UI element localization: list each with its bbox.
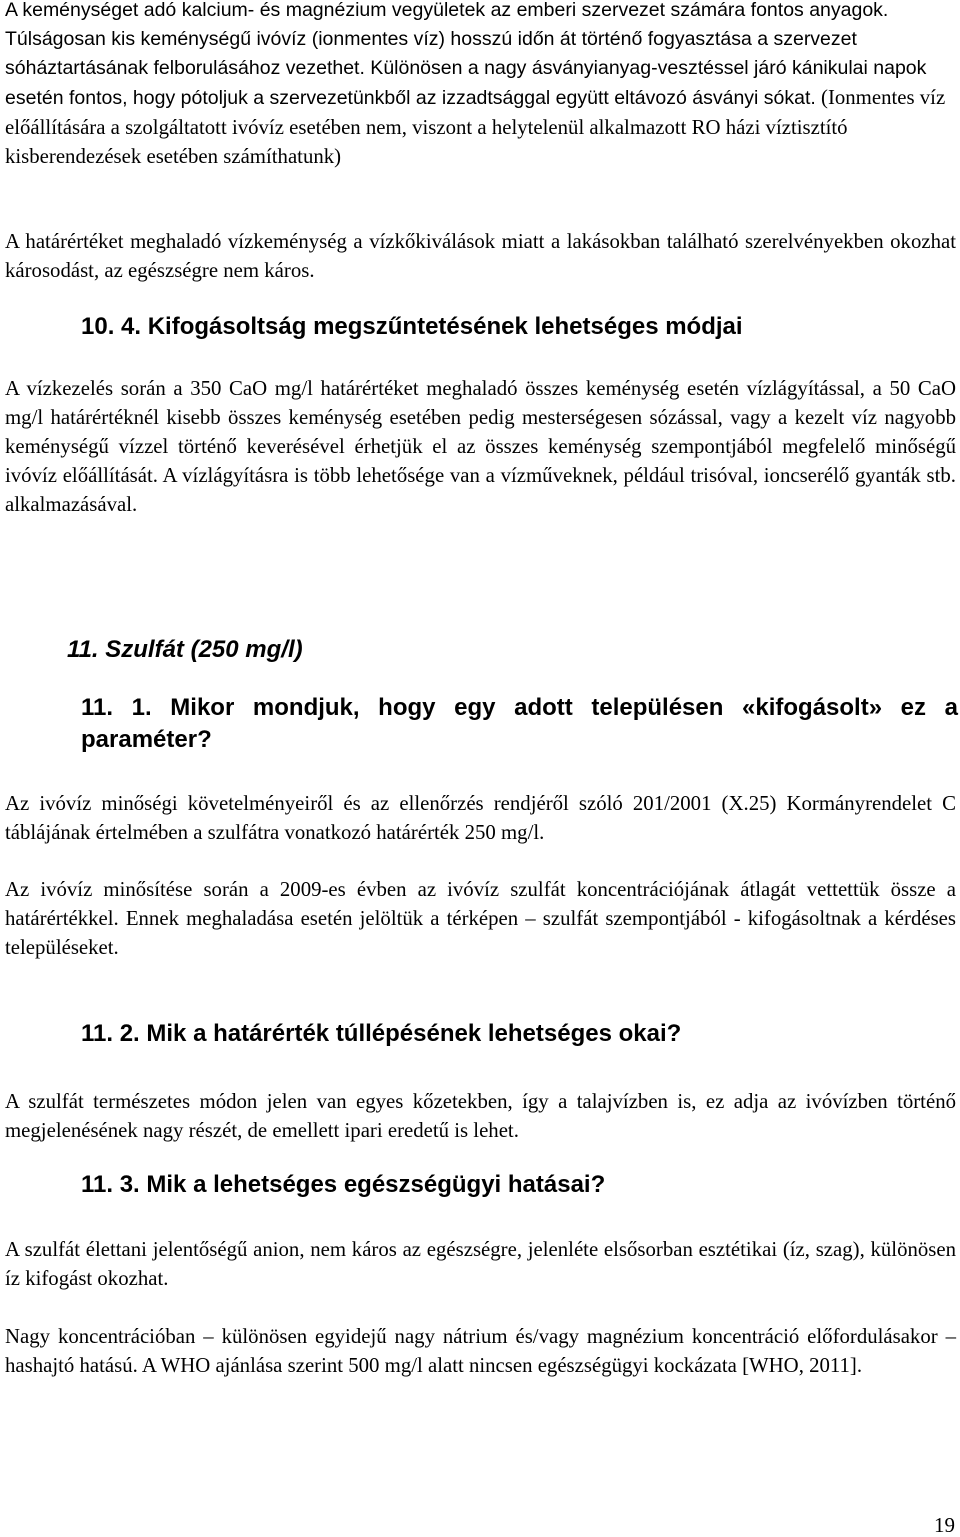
intro-paragraph <box>5 0 956 172</box>
section-10-4-body: A vízkezelés során a 350 CaO mg/l határértéket meghaladó összes keménység esetén vízlágyítással, a 50 CaO mg/l határértéknél kisebb összes keménység esetében pedig mesterségesen sózással, vagy a kezelt víz nagyobb keménységű vízzel történő keverésével érhetjük el az összes keménység szempontjából megfelelő minőségű ivóvíz előállítását. A vízlágyításra is több lehetősége van a vízműveknek, például trisóval, ioncserélő gyanták stb. alkalmazásával. <box>5 377 956 517</box>
section-11-3-heading: 11. 3. Mik a lehetséges egészségügyi hatásai? <box>81 1171 606 1198</box>
page-number: 19 <box>934 1513 955 1537</box>
section-10-4-heading: 10. 4. Kifogásoltság megszűntetésének lehetséges módjai <box>81 313 743 340</box>
section-11-3-paragraph-2: Nagy koncentrációban – különösen egyidejű nagy nátrium és/vagy magnézium koncentráció előfordulásakor – hashajtó hatású. A WHO ajánlása szerint 500 mg/l alatt nincsen egészségügyi kockázata [WHO, 2011]. <box>5 1325 956 1378</box>
section-11-1-paragraph-2: Az ivóvíz minősítése során a 2009-es évben az ivóvíz szulfát koncentrációjának átlagát vettettük össze a határértékkel. Ennek meghaladása esetén jelöltük a térképen – szulfát szempontjából - kifogásoltnak a kérdéses településeket. <box>5 878 956 960</box>
section-11-2-paragraph: A szulfát természetes módon jelen van egyes kőzetekben, így a talajvízben is, ez adja az ivóvízben történő megjelenésének nagy részét, de emellett ipari eredetű is lehet. <box>5 1090 956 1143</box>
intro-serif-text: (Ionmentes víz előállítására a szolgáltatott ivóvíz esetében nem, viszont a helytelenül alkalmazott RO házi víztisztító kisberendezések esetében számíthatunk) <box>5 86 946 169</box>
section-11-1-paragraph-1: Az ivóvíz minőségi követelményeiről és az ellenőrzés rendjéről szóló 201/2001 (X.25) Kormányrendelet C táblájának értelmében a szulfátra vonatkozó határérték 250 mg/l. <box>5 792 956 845</box>
section-11-heading: 11. Szulfát (250 mg/l) <box>67 636 303 663</box>
section-11-1-heading: 11. 1. Mikor mondjuk, hogy egy adott településen «kifogásolt» ez a paraméter? <box>81 694 958 753</box>
intro-sans-text: A keménységet adó kalcium- és magnézium vegyületek az emberi szervezet számára fontos anyagok. Túlságosan kis keménységű ivóvíz (ionmentes víz) hosszú időn át történő fogyasztása a szervezet sóháztartásának felborulásához vezethet. Különösen a nagy ásványianyag-vesztéssel járó kánikulai napok esetén fontos, hogy pótoljuk a szervezetünkből az izzadtsággal együtt eltávozó ásványi sókat. <box>5 0 927 110</box>
section-11-3-paragraph-1: A szulfát élettani jelentőségű anion, nem káros az egészségre, jelenléte elsősorban esztétikai (íz, szag), különösen íz kifogást okozhat. <box>5 1238 956 1291</box>
section-11-2-heading: 11. 2. Mik a határérték túllépésének lehetséges okai? <box>81 1020 682 1047</box>
hardness-limit-paragraph: A határértéket meghaladó vízkeménység a vízkőkiválások miatt a lakásokban található szerelvényekben okozhat károsodást, az egészségre nem káros. <box>5 230 956 283</box>
